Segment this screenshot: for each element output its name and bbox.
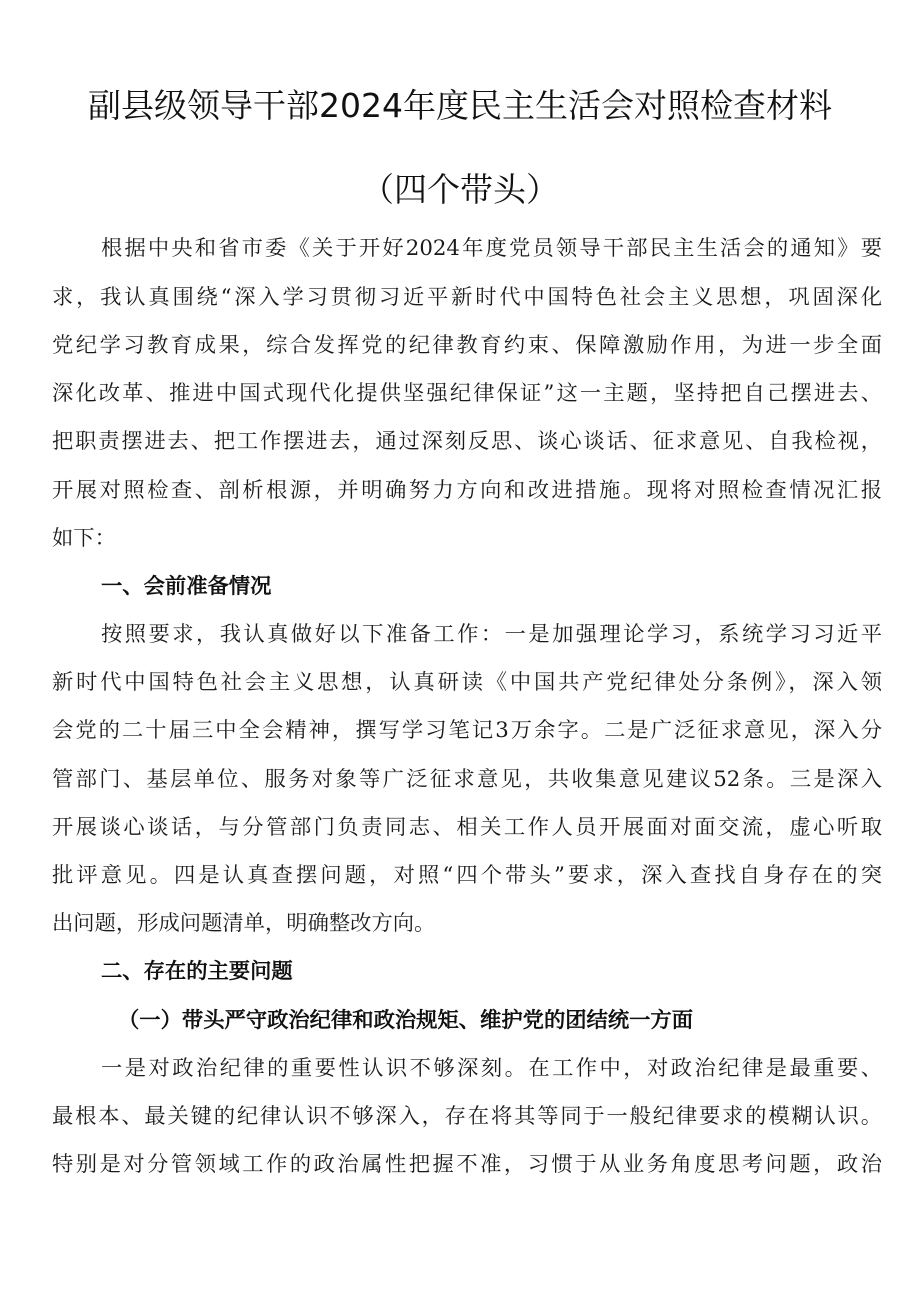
- body-line: 出问题，形成问题清单，明确整改方向。: [52, 911, 436, 936]
- subsection-heading: （一）带头严守政治纪律和政治规矩、维护党的团结统一方面: [118, 1008, 694, 1033]
- intro-line: 党纪学习教育成果，综合发挥党的纪律教育约束、保障激励作用，为进一步全面: [52, 333, 882, 358]
- body-line: 会党的二十届三中全会精神，撰写学习笔记3万余字。二是广泛征求意见，深入分: [52, 718, 882, 743]
- intro-line: 开展对照检查、剖析根源，并明确努力方向和改进措施。现将对照检查情况汇报: [52, 478, 882, 503]
- intro-line: 求，我认真围绕“深入学习贯彻习近平新时代中国特色社会主义思想，巩固深化: [52, 285, 882, 310]
- intro-line: 把职责摆进去、把工作摆进去，通过深刻反思、谈心谈话、征求意见、自我检视，: [52, 429, 882, 454]
- document-title: 副县级领导干部2024年度民主生活会对照检查材料: [88, 86, 832, 125]
- intro-line: 如下：: [52, 526, 116, 551]
- body-line: 管部门、基层单位、服务对象等广泛征求意见，共收集意见建议52条。三是深入: [52, 767, 882, 792]
- body-line: 最根本、最关键的纪律认识不够深入，存在将其等同于一般纪律要求的模糊认识。: [52, 1104, 882, 1129]
- body-line: 新时代中国特色社会主义思想，认真研读《中国共产党纪律处分条例》，深入领: [52, 670, 882, 695]
- document-subtitle: （四个带头）: [361, 170, 559, 209]
- body-line: 按照要求，我认真做好以下准备工作：一是加强理论学习，系统学习习近平: [101, 622, 882, 647]
- body-line: 一是对政治纪律的重要性认识不够深刻。在工作中，对政治纪律是最重要、: [101, 1056, 882, 1081]
- body-line: 特别是对分管领域工作的政治属性把握不准，习惯于从业务角度思考问题，政治: [52, 1152, 882, 1177]
- intro-line: 根据中央和省市委《关于开好2024年度党员领导干部民主生活会的通知》要: [101, 236, 882, 261]
- body-line: 批评意见。四是认真查摆问题，对照“四个带头”要求，深入查找自身存在的突: [52, 863, 882, 888]
- body-line: 开展谈心谈话，与分管部门负责同志、相关工作人员开展面对面交流，虚心听取: [52, 815, 882, 840]
- section-heading: 一、会前准备情况: [101, 574, 272, 599]
- section-heading: 二、存在的主要问题: [101, 959, 293, 984]
- intro-line: 深化改革、推进中国式现代化提供坚强纪律保证”这一主题，坚持把自己摆进去、: [52, 381, 882, 406]
